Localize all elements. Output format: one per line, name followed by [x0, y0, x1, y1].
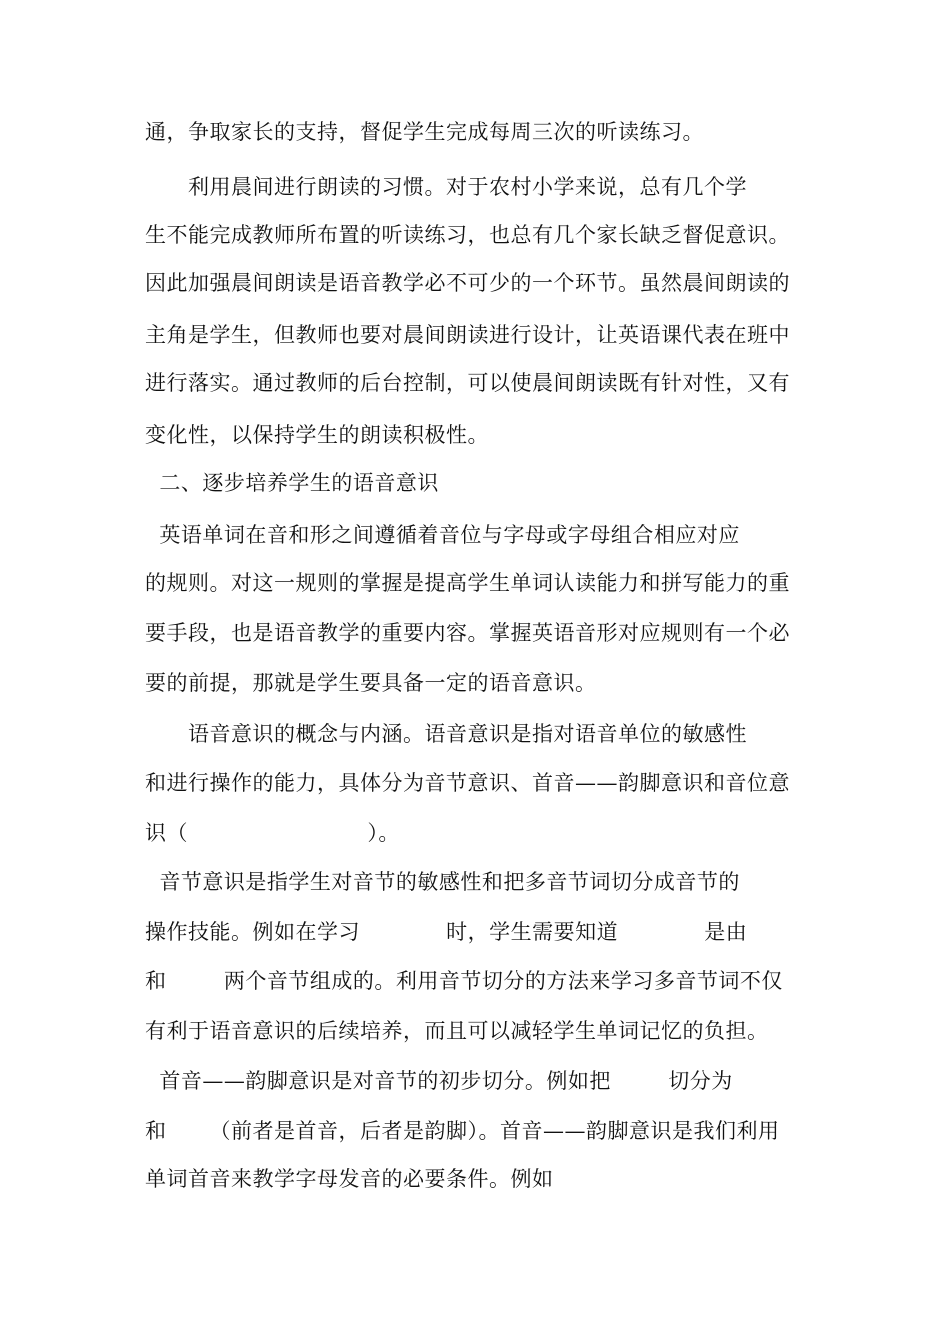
text-line: 和 两个音节组成的。利用音节切分的方法来学习多音节词不仅: [145, 969, 783, 993]
text-line: 和进行操作的能力，具体分为音节意识、首音——韵脚意识和音位意: [145, 771, 790, 795]
text-line: 利用晨间进行朗读的习惯。对于农村小学来说，总有几个学: [145, 175, 748, 199]
text-line: 和 （前者是首音，后者是韵脚）。首音——韵脚意识是我们利用: [145, 1119, 780, 1143]
text-line: 主角是学生，但教师也要对晨间朗读进行设计，让英语课代表在班中: [145, 323, 790, 347]
text-line: 识（ ）。: [145, 821, 400, 845]
text-line: 要手段，也是语音教学的重要内容。掌握英语音形对应规则有一个必: [145, 621, 790, 645]
text-line: 因此加强晨间朗读是语音教学必不可少的一个环节。虽然晨间朗读的: [145, 271, 790, 295]
text-line: 有利于语音意识的后续培养，而且可以减轻学生单词记忆的负担。: [145, 1019, 769, 1043]
text-line: 要的前提，那就是学生要具备一定的语音意识。: [145, 671, 597, 695]
text-line: 语音意识的概念与内涵。语音意识是指对语音单位的敏感性: [145, 722, 748, 746]
text-line: 进行落实。通过教师的后台控制，可以使晨间朗读既有针对性，又有: [145, 371, 790, 395]
text-line: 首音——韵脚意识是对音节的初步切分。例如把 切分为: [145, 1069, 733, 1093]
section-heading: 二、逐步培养学生的语音意识: [145, 471, 439, 495]
text-line: 变化性，以保持学生的朗读积极性。: [145, 423, 489, 447]
text-line: 单词首音来教学字母发音的必要条件。例如: [145, 1167, 554, 1191]
text-line: 英语单词在音和形之间遵循着音位与字母或字母组合相应对应: [145, 523, 740, 547]
text-line: 生不能完成教师所布置的听读练习，也总有几个家长缺乏督促意识。: [145, 223, 790, 247]
text-line: 音节意识是指学生对音节的敏感性和把多音节词切分成音节的: [145, 870, 740, 894]
text-line: 操作技能。例如在学习 时，学生需要知道 是由: [145, 920, 748, 944]
text-line: 的规则。对这一规则的掌握是提高学生单词认读能力和拼写能力的重: [145, 571, 790, 595]
text-line: 通，争取家长的支持，督促学生完成每周三次的听读练习。: [145, 120, 704, 144]
